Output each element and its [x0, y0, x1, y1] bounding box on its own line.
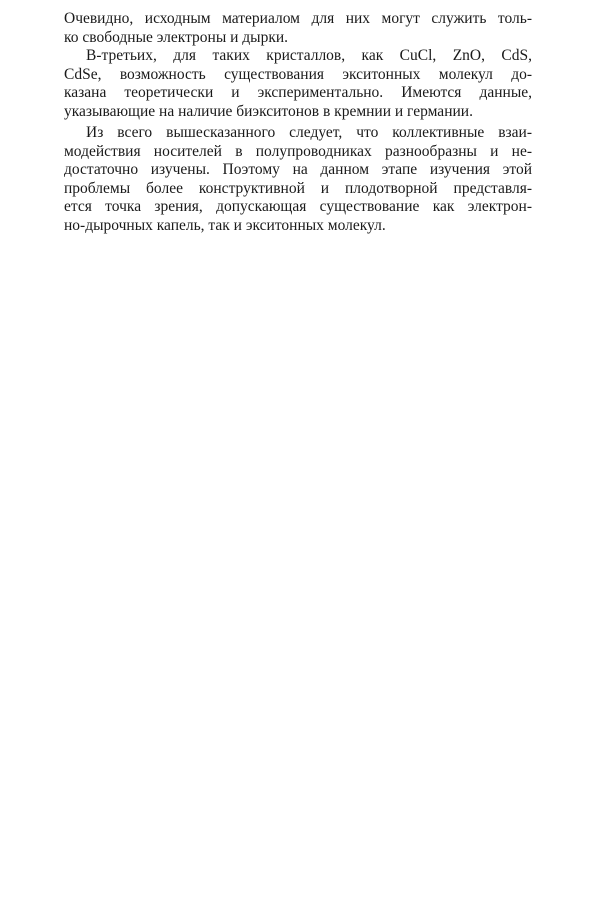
text-line: достаточно изучены. Поэтому на данном этапе изучения этой [64, 161, 532, 178]
paragraph-1 [64, 10, 532, 47]
text-line: но-дырочных капель, так и экситонных молекул. [64, 216, 386, 234]
body-text [64, 10, 532, 235]
text-line: CdSe, возможность существования экситонных молекул до- [64, 65, 532, 83]
paragraph-2 [64, 47, 532, 121]
text-line: проблемы более конструктивной и плодотворной представля- [64, 179, 532, 197]
text-line: Очевидно, исходным материалом для них могут служить толь- [64, 10, 532, 27]
text-line: модействия носителей в полупроводниках разнообразны и не- [64, 142, 532, 160]
text-line: указывающие на наличие биэкситонов в кремнии и германии. [64, 102, 473, 120]
text-line: казана теоретически и экспериментально. Имеются данные, [64, 84, 532, 101]
text-line: В-третьих, для таких кристаллов, как CuCl, ZnO, CdS, [86, 47, 532, 64]
paragraph-3 [64, 124, 532, 235]
text-line: ется точка зрения, допускающая существование как электрон- [64, 198, 532, 215]
text-line: ко свободные электроны и дырки. [64, 28, 289, 46]
text-line: Из всего вышесказанного следует, что коллективные взаи- [86, 124, 532, 141]
